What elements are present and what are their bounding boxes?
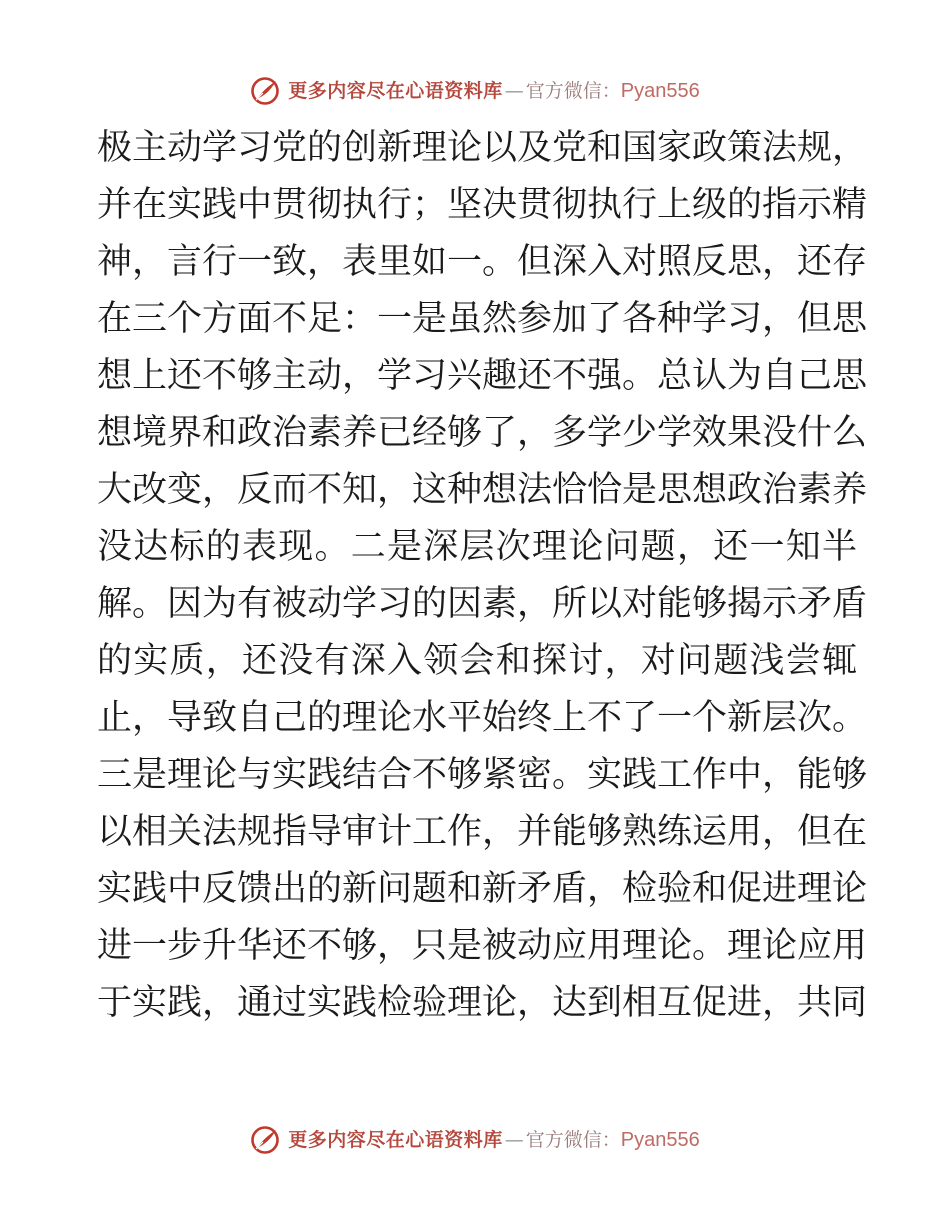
body-line: 想境界和政治素养已经够了，多学少学效果没什么	[97, 413, 868, 453]
banner-main-text: 更多内容尽在心语资料库	[288, 79, 503, 102]
banner-text	[288, 81, 700, 101]
body-line: 的实质，还没有深入领会和探讨，对问题浅尝辄	[97, 641, 857, 681]
footer-watermark-banner	[0, 1120, 950, 1160]
body-line: 在三个方面不足：一是虽然参加了各种学习，但思	[97, 299, 868, 339]
banner-wechat-id: Pyan556	[620, 80, 700, 102]
body-line: 并在实践中贯彻执行；坚决贯彻执行上级的指示精	[97, 185, 868, 225]
body-line: 实践中反馈出的新问题和新矛盾，检验和促进理论	[97, 869, 868, 909]
body-line: 想上还不够主动，学习兴趣还不强。总认为自己思	[97, 356, 868, 396]
quill-pen-logo-icon	[250, 1125, 280, 1155]
body-line: 神，言行一致，表里如一。但深入对照反思，还存	[97, 242, 868, 282]
header-watermark-banner	[0, 71, 950, 111]
body-line: 以相关法规指导审计工作，并能够熟练运用，但在	[97, 812, 868, 852]
quill-pen-logo-icon	[250, 76, 280, 106]
banner-text	[288, 1130, 700, 1150]
body-line: 止，导致自己的理论水平始终上不了一个新层次。	[97, 698, 868, 738]
body-line: 解。因为有被动学习的因素，所以对能够揭示矛盾	[97, 584, 868, 624]
banner-dash: —	[504, 1128, 524, 1151]
document-body	[97, 120, 868, 1032]
banner-dash: —	[504, 79, 524, 102]
banner-main-text: 更多内容尽在心语资料库	[288, 1128, 503, 1151]
body-line: 没达标的表现。二是深层次理论问题，还一知半	[97, 527, 857, 567]
body-line: 三是理论与实践结合不够紧密。实践工作中，能够	[97, 755, 868, 795]
banner-wechat-label: 官方微信：	[525, 79, 621, 102]
banner-wechat-id: Pyan556	[620, 1129, 700, 1151]
body-line: 极主动学习党的创新理论以及党和国家政策法规，	[97, 128, 868, 168]
body-line: 于实践，通过实践检验理论，达到相互促进，共同	[97, 983, 868, 1023]
body-line: 大改变，反而不知，这种想法恰恰是思想政治素养	[97, 470, 868, 510]
body-line: 进一步升华还不够，只是被动应用理论。理论应用	[97, 926, 868, 966]
banner-wechat-label: 官方微信：	[525, 1128, 621, 1151]
